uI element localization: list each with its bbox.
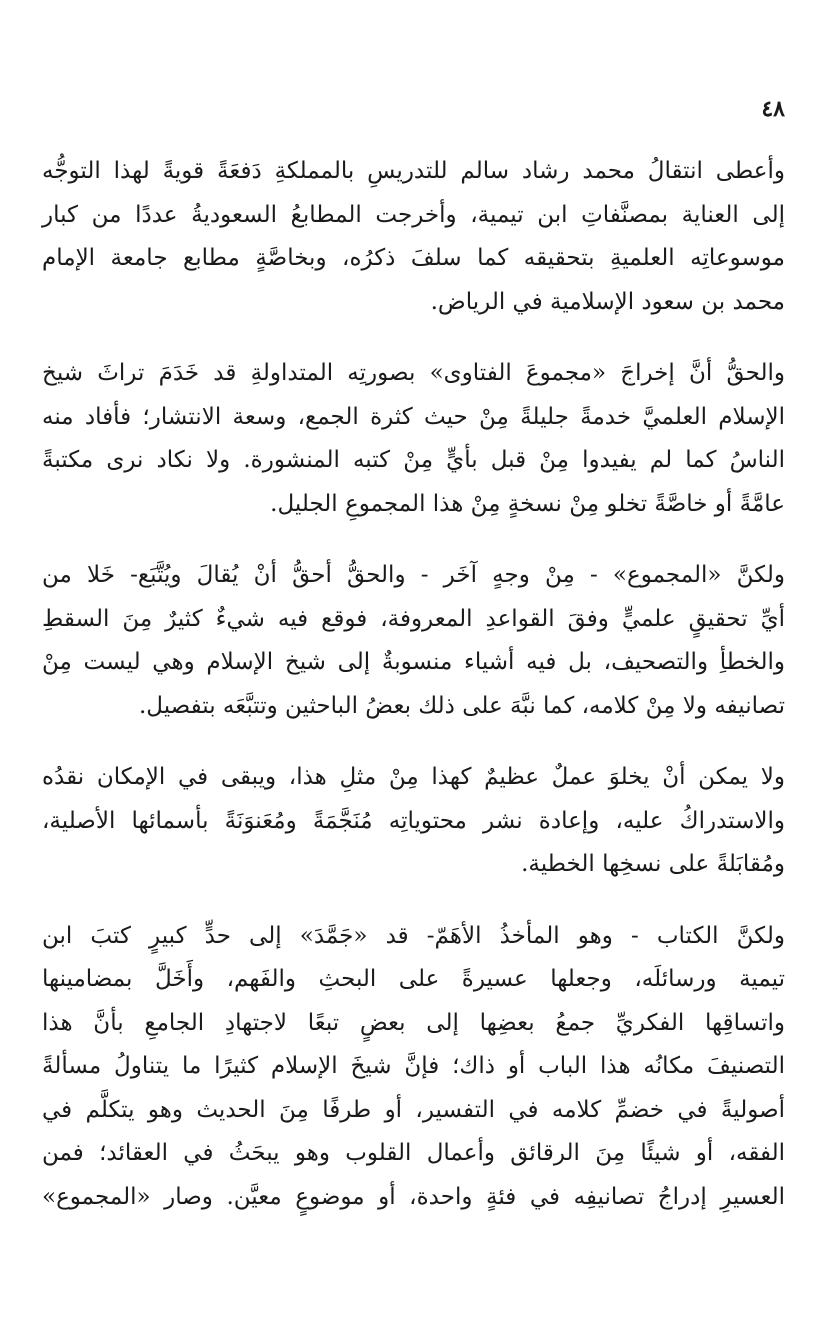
text-line: والحقُّ أنَّ إخراجَ «مجموعَ الفتاوى» بصورتِه المتداولةِ قد خَدَمَ تراثَ شيخ [42,360,785,386]
text-line: الفقه، أو شيئًا مِنَ الرقائق وأعمال القلوب وهو يبحَثُ في العقائد؛ فمن [42,1140,785,1166]
paragraph-3 [42,554,785,728]
text-line: ومُقابَلةً على نسخِها الخطية. [521,851,785,877]
paragraph-1 [42,150,785,324]
paragraph-5 [42,915,785,1220]
text-line: ولكنَّ «المجموع» - مِنْ وجهٍ آخَر - والحقُّ أحقُّ أنْ يُقالَ ويُتَّبَع- خَلا من [42,562,785,588]
text-line: الإسلام العلميَّ خدمةً جليلةً مِنْ حيث كثرة الجمع، وسعة الانتشار؛ فأفاد منه [42,403,785,430]
text-line: أصوليةً في خضمِّ كلامه في التفسير، أو طرفًا مِنَ الحديث وهو يتكلَّم في [42,1096,785,1123]
page-number: ٤٨ [761,96,785,122]
paragraph-4 [42,756,785,887]
text-line: الناسُ كما لم يفيدوا مِنْ قبل بأيٍّ مِنْ كتبه المنشورة. ولا نكاد نرى مكتبةً [42,447,785,473]
text-line: والاستدراكُ عليه، وإعادة نشر محتوياتِه مُنَجَّمَةً ومُعَنوَنَةً بأسمائها الأصلية، [42,807,785,834]
text-line: تيمية ورسائلَه، وجعلها عسيرةً على البحثِ والفَهم، وأَخَلَّ بمضامينها [42,966,785,992]
text-line: تصانيفه ولا مِنْ كلامه، كما نبَّهَ على ذلك بعضُ الباحثين وتتبَّعَه بتفصيل. [139,692,785,719]
text-line: إلى العناية بمصنَّفاتِ ابن تيمية، وأخرجت المطابعُ السعوديةُ عددًا من كبار [42,201,785,228]
text-line: ولكنَّ الكتاب - وهو المأخذُ الأهَمّ- قد «جَمَّدَ» إلى حدٍّ كبيرٍ كتبَ ابن [42,922,785,949]
text-line: أيِّ تحقيقٍ علميٍّ وفقَ القواعدِ المعروفة، فوقع فيه شيءٌ كثيرٌ مِنَ السقطِ [42,605,785,632]
text-line: موسوعاتِه العلميةِ بتحقيقه كما سلفَ ذكرُه، وبخاصَّةٍ مطابع جامعة الإمام [42,245,785,271]
body-text [42,150,785,1247]
text-line: والخطأِ والتصحيف، بل فيه أشياء منسوبةٌ إلى شيخ الإسلام وهي ليست مِنْ [42,649,785,675]
text-line: واتساقِها الفكريِّ جمعُ بعضِها إلى بعضٍ تبعًا لاجتهادِ الجامعِ بأنَّ هذا [42,1009,785,1036]
text-line: التصنيفَ مكانُه هذا الباب أو ذاك؛ فإنَّ شيخَ الإسلام كثيرًا ما يتناولُ مسألةً [42,1053,785,1079]
text-line: العسيرِ إدراجُ تصانيفِه في فئةٍ واحدة، أو موضوعٍ معيَّن. وصار «المجموع» [42,1183,785,1210]
paragraph-2 [42,352,785,526]
text-line: محمد بن سعود الإسلامية في الرياض. [430,288,785,315]
text-line: ولا يمكن أنْ يخلوَ عملٌ عظيمٌ كهذا مِنْ مثلِ هذا، ويبقى في الإمكان نقدُه [42,764,785,790]
text-line: عامَّةً أو خاصَّةً تخلو مِنْ نسخةٍ مِنْ هذا المجموعِ الجليل. [270,490,785,517]
text-line: وأعطى انتقالُ محمد رشاد سالم للتدريسِ بالمملكةِ دَفعَةً قويةً لهذا التوجُّه [42,158,785,184]
